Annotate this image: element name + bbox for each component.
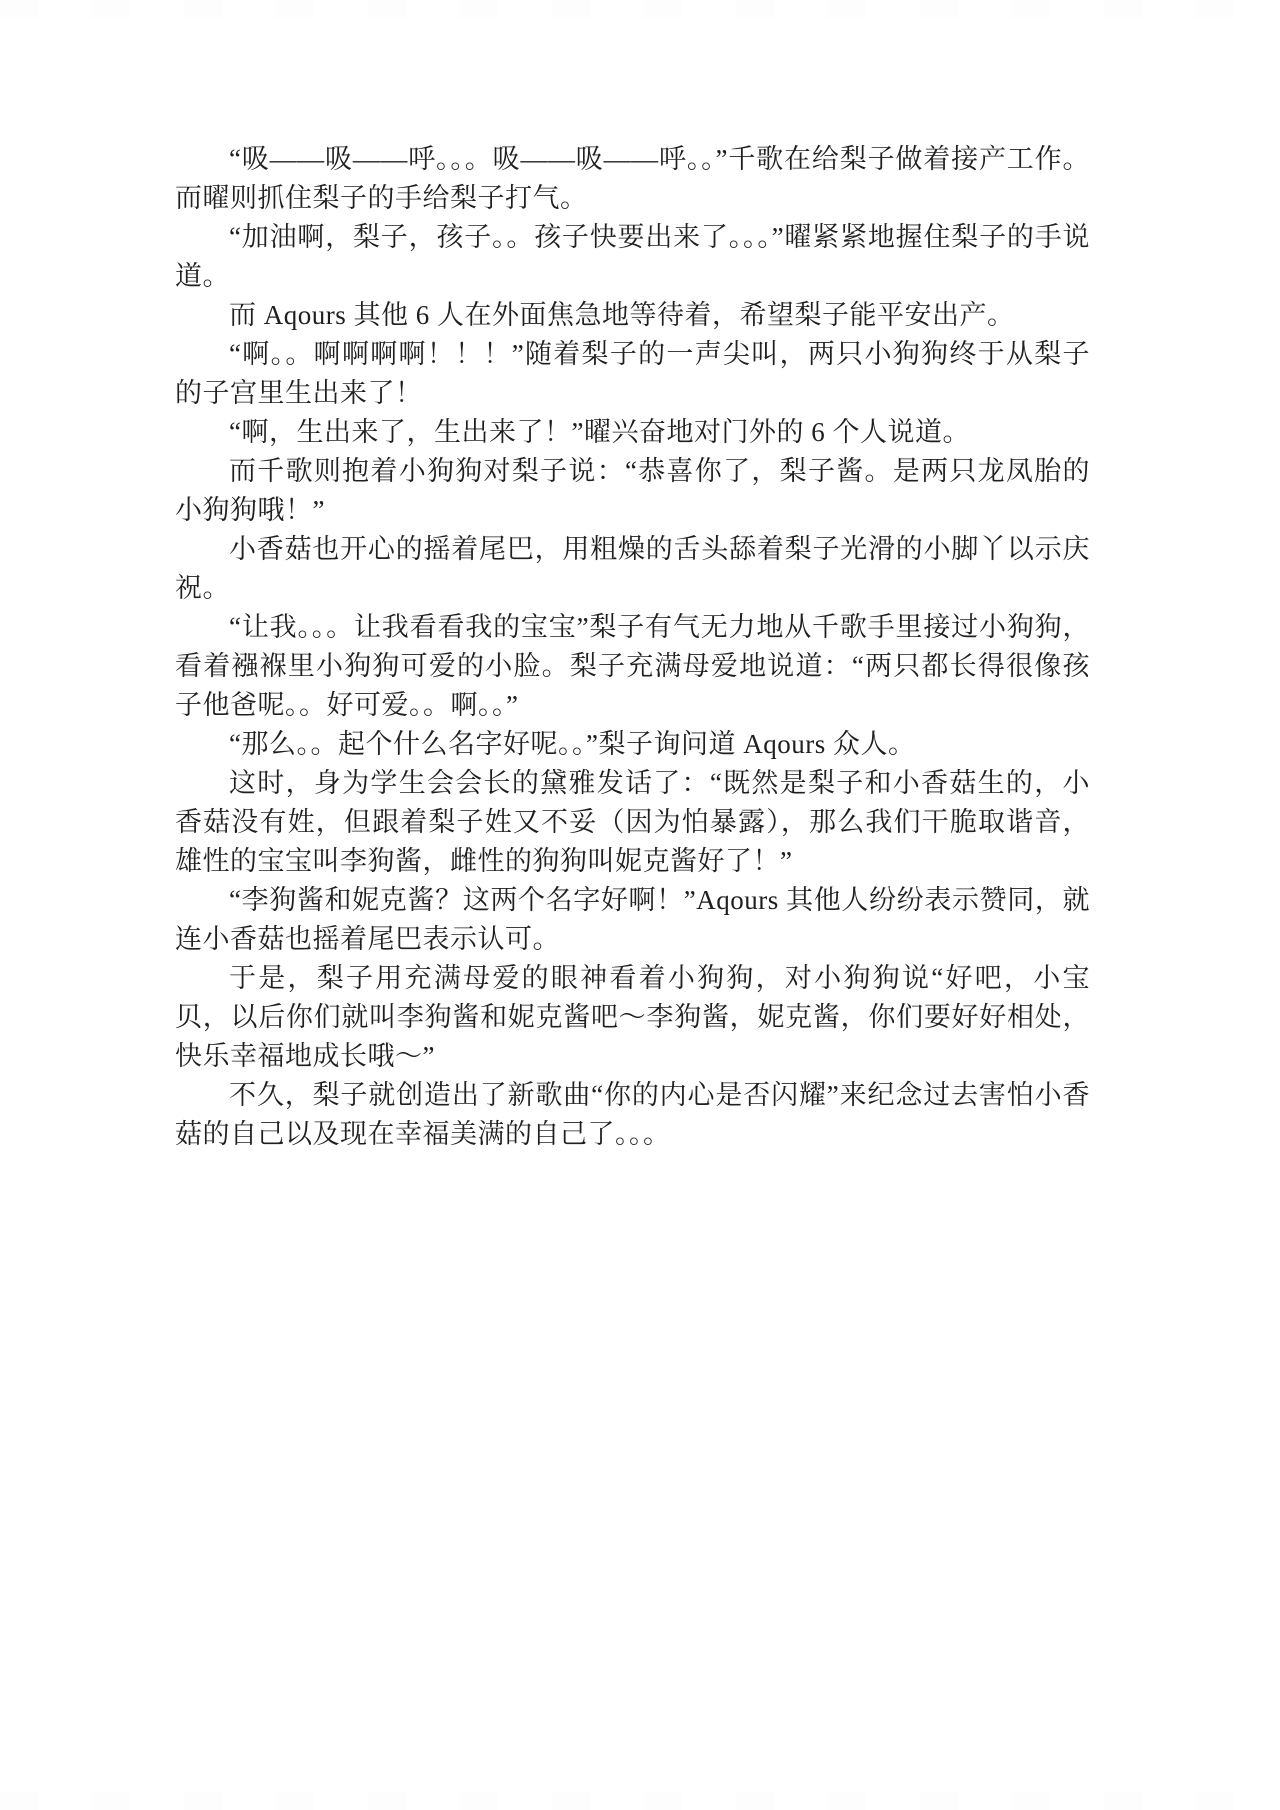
paragraph: 而 Aqours 其他 6 人在外面焦急地等待着，希望梨子能平安出产。 <box>229 300 1015 330</box>
paragraph: “啊，生出来了，生出来了！”曜兴奋地对门外的 6 个人说道。 <box>229 417 970 447</box>
paragraph: 而千歌则抱着小狗狗对梨子说：“恭喜你了，梨子酱。是两只龙凤胎的小狗狗哦！” <box>175 456 1090 525</box>
paragraph: 于是，梨子用充满母爱的眼神看着小狗狗，对小狗狗说“好吧，小宝贝，以后你们就叫李狗酱和妮克酱吧～李狗酱，妮克酱，你们要好好相处，快乐幸福地成长哦～” <box>175 963 1090 1071</box>
document-text-block <box>175 140 1090 1154</box>
paragraph: 小香菇也开心的摇着尾巴，用粗燥的舌头舔着梨子光滑的小脚丫以示庆祝。 <box>175 534 1090 603</box>
paragraph: 这时，身为学生会会长的黛雅发话了：“既然是梨子和小香菇生的，小香菇没有姓，但跟着梨子姓又不妥（因为怕暴露），那么我们干脆取谐音，雄性的宝宝叫李狗酱，雌性的狗狗叫妮克酱好了！” <box>175 768 1090 876</box>
scan-artifact-bottom <box>0 1792 1280 1810</box>
paragraph: “吸——吸——呼。。。吸——吸——呼。。”千歌在给梨子做着接产工作。而曜则抓住梨子的手给梨子打气。 <box>175 144 1090 213</box>
paragraph: “那么。。起个什么名字好呢。。”梨子询问道 Aqours 众人。 <box>229 729 916 759</box>
paragraph: “让我。。。让我看看我的宝宝”梨子有气无力地从千歌手里接过小狗狗，看着襁褓里小狗狗可爱的小脸。梨子充满母爱地说道：“两只都长得很像孩子他爸呢。。好可爱。。啊。。” <box>175 612 1090 720</box>
scan-artifact-top <box>0 0 1280 18</box>
paragraph: “李狗酱和妮克酱？这两个名字好啊！”Aqours 其他人纷纷表示赞同，就连小香菇也摇着尾巴表示认可。 <box>175 885 1090 954</box>
paragraph: “加油啊，梨子，孩子。。孩子快要出来了。。。”曜紧紧地握住梨子的手说道。 <box>175 222 1090 291</box>
paragraph: “啊。。啊啊啊啊！！！”随着梨子的一声尖叫，两只小狗狗终于从梨子的子宫里生出来了！ <box>175 339 1090 408</box>
paragraph: 不久，梨子就创造出了新歌曲“你的内心是否闪耀”来纪念过去害怕小香菇的自己以及现在幸福美满的自己了。。。 <box>175 1080 1090 1149</box>
